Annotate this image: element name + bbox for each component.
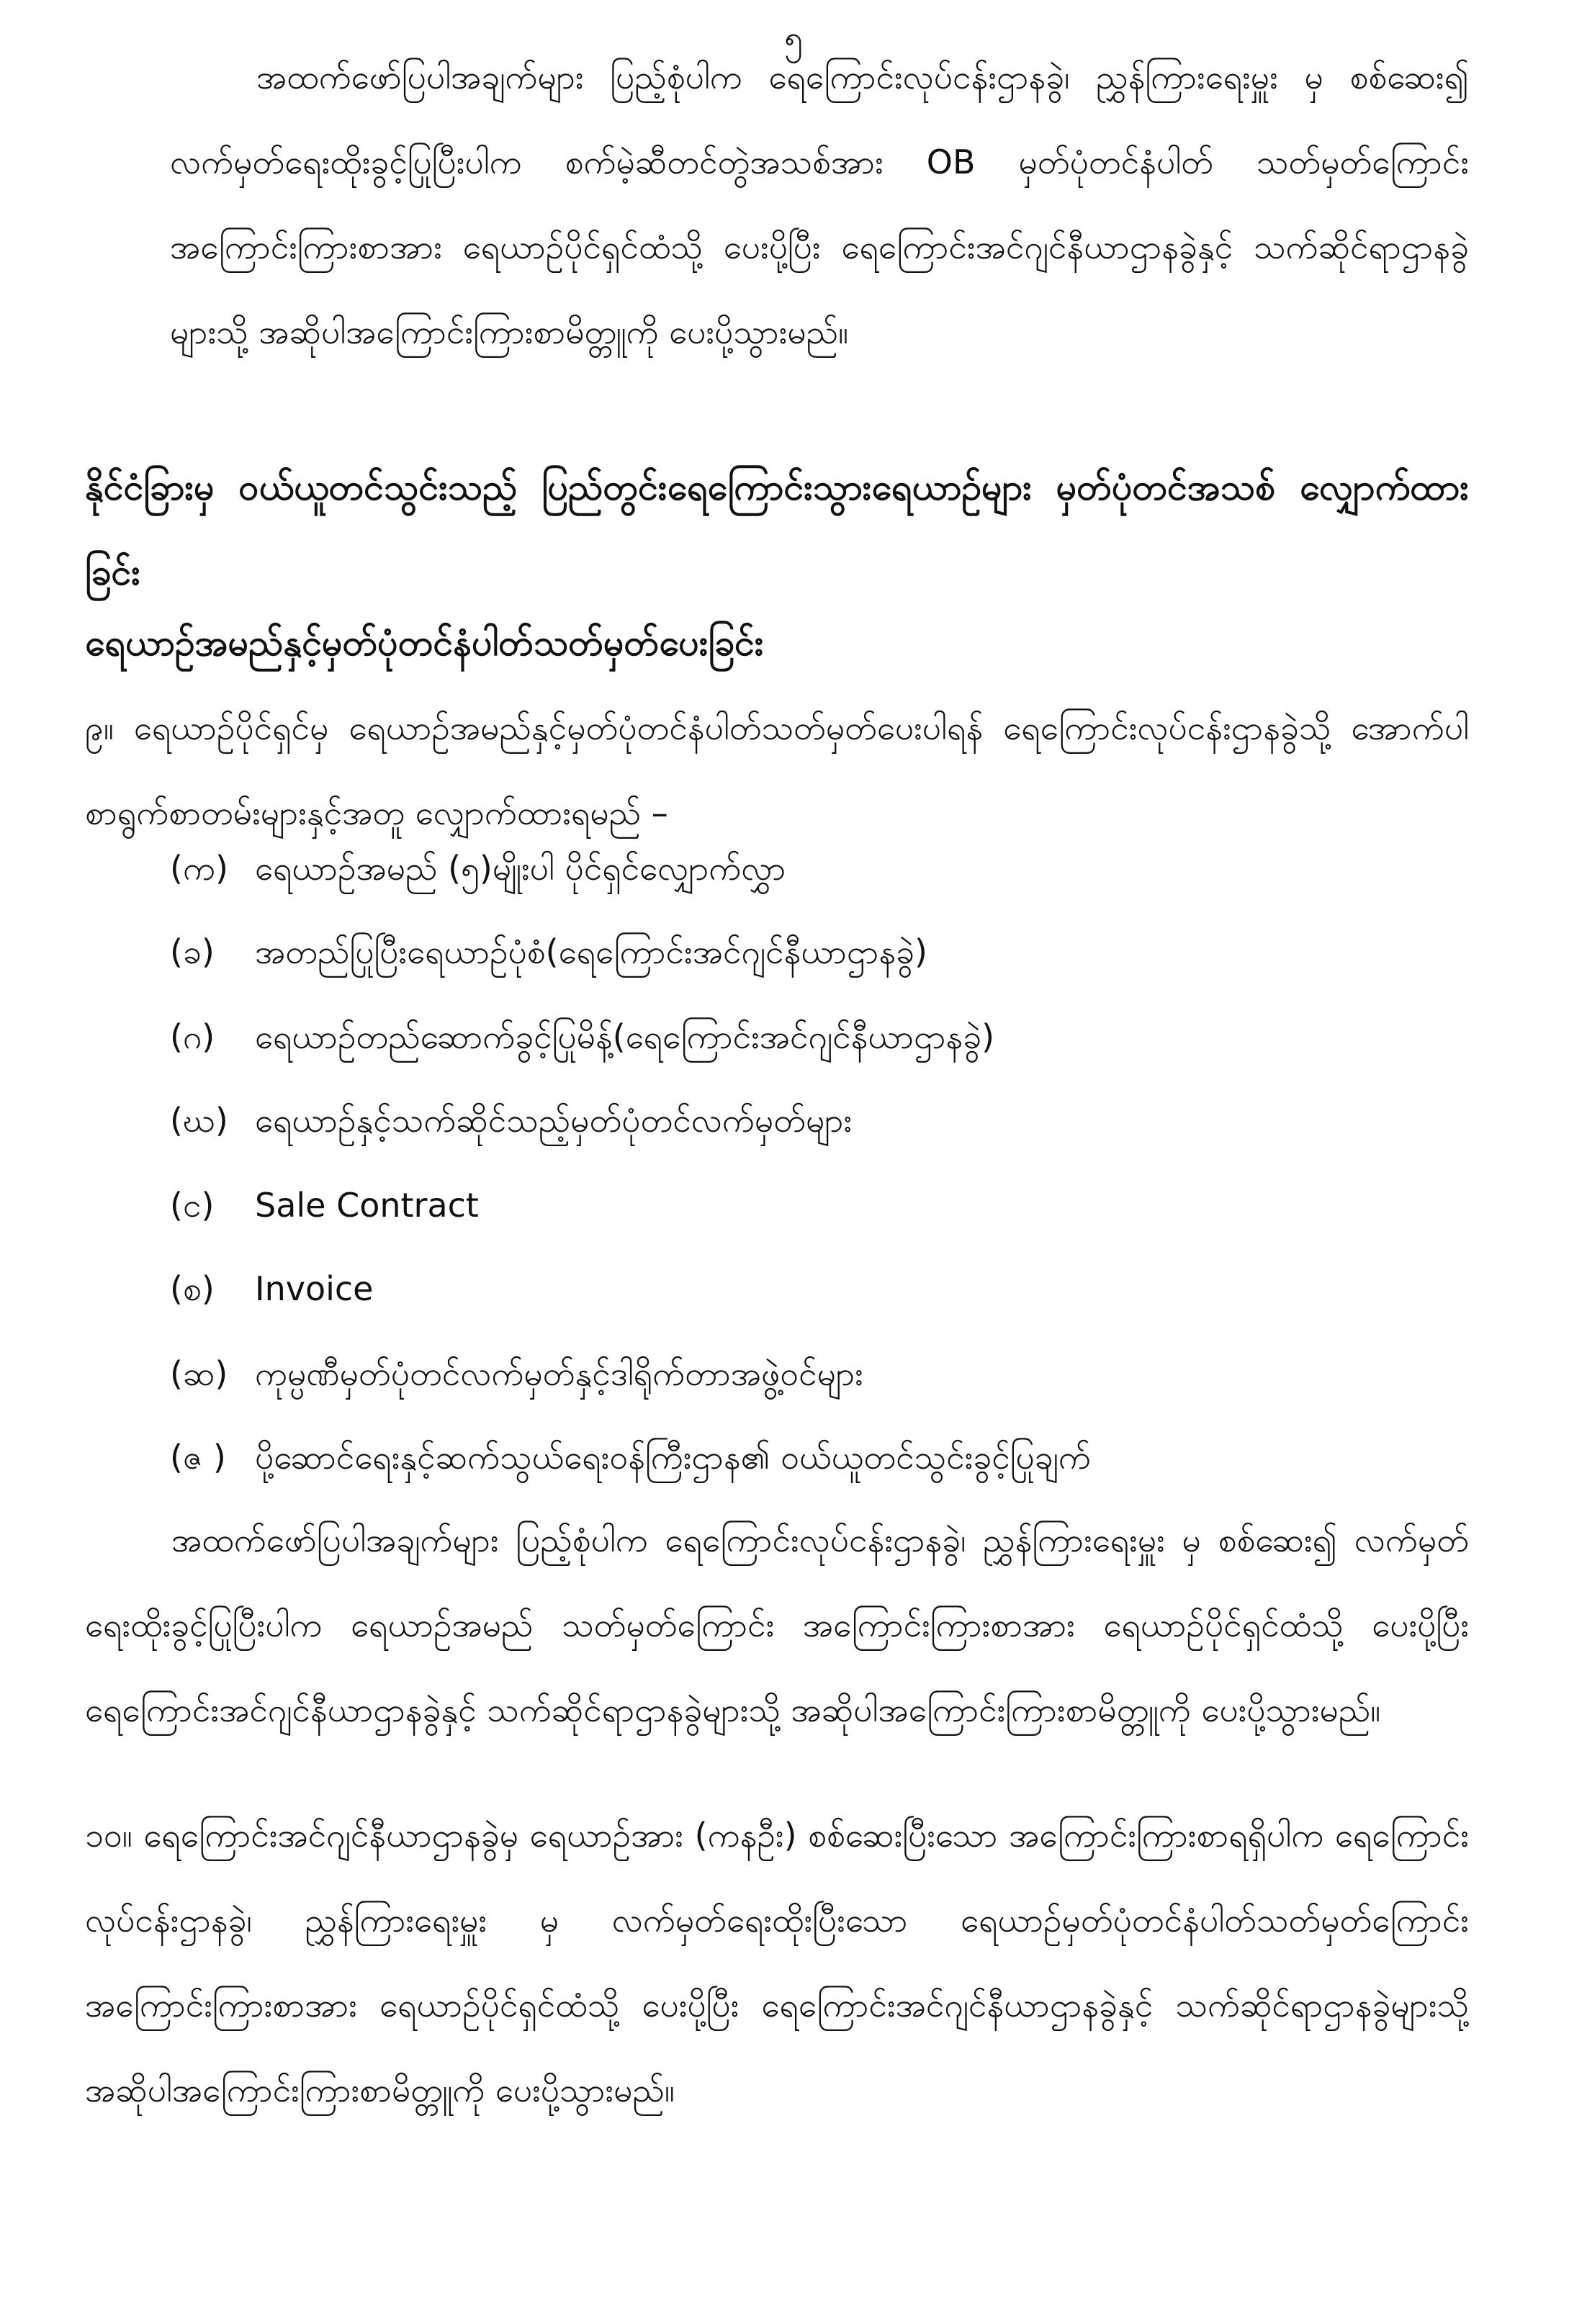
list-item [170,1436,1469,1479]
list-item-text: ကုမ္ပဏီမှတ်ပုံတင်လက်မှတ်နှင့်ဒါရိုက်တာအဖွဲ့ဝင်များ [255,1354,863,1393]
subsection-heading: ရေယာဉ်အမည်နှင့်မှတ်ပုံတင်နံပါတ်သတ်မှတ်ပေးခြင်း [85,622,764,664]
list-item-text: Invoice [255,1269,374,1308]
list-marker: (စ) [170,1269,215,1308]
list-marker: (ခ) [170,932,215,971]
list-item-text: အတည်ပြုပြီးရေယာဉ်ပုံစံ(ရေကြောင်းအင်ဂျင်နီယာဌာနခွဲ) [255,932,927,971]
section-heading: နိုင်ငံခြားမှ ဝယ်ယူတင်သွင်းသည့် ပြည်တွင်းရေကြောင်းသွားရေယာဉ်များ မှတ်ပုံတင်အသစ် လျှောက်ထားခြင်း [85,467,1469,593]
paragraph-10: ၁၀။ ရေကြောင်းအင်ဂျင်နီယာဌာနခွဲမှ ရေယာဉ်အား (ကနဦး) စစ်ဆေးပြီးသော အကြောင်းကြားစာရရှိပါက ရေကြောင်းလုပ်ငန်းဌာနခွဲ၊ ညွှန်ကြားရေးမှူး မှ လက်မှတ်ရေးထိုးပြီးသော ရေယာဉ်မှတ်ပုံတင်နံပါတ်သတ်မှတ်ကြောင်း အကြောင်းကြားစာအား ရေယာဉ်ပိုင်ရှင်ထံသို့ ပေးပို့ပြီး ရေကြောင်းအင်ဂျင်နီယာဌာနခွဲနှင့် သက်ဆိုင်ရာဌာနခွဲများသို့အဆိုပါအကြောင်းကြားစာမိတ္တူကို ပေးပို့သွားမည်။ [85,1816,1469,2109]
page-number: ၅ [784,18,803,57]
list-item [170,1099,1469,1142]
list-marker: (ဆ) [170,1354,228,1393]
list-item [170,1352,1469,1395]
list-marker: (က) [170,849,228,888]
list-marker: (ဇ ) [170,1438,226,1477]
paragraph-9: ၉။ ရေယာဉ်ပိုင်ရှင်မှ ရေယာဉ်အမည်နှင့်မှတ်ပုံတင်နံပါတ်သတ်မှတ်ပေးပါရန် ရေကြောင်းလုပ်ငန်းဌာနခွဲသို့ အောက်ပါစာရွက်စာတမ်းများနှင့်အတူ လျှောက်ထားရမည် – [85,708,1469,832]
list-marker: (ဃ) [170,1101,228,1140]
list-item-text: Sale Contract [255,1186,479,1225]
list-item [170,1184,1469,1227]
list-item-text: ရေယာဉ်အမည် (၅)မျိုးပါ ပိုင်ရှင်လျှောက်လွှာ [255,849,786,888]
list-item [170,930,1469,973]
list-item [170,1015,1469,1058]
list-item [170,1267,1469,1310]
list-item-text: ပို့ဆောင်ရေးနှင့်ဆက်သွယ်ရေးဝန်ကြီးဌာန၏ ဝယ်ယူတင်သွင်းခွင့်ပြုချက် [255,1438,1091,1477]
paragraph-after-list: အထက်ဖော်ပြပါအချက်များ ပြည့်စုံပါက ရေကြောင်းလုပ်ငန်းဌာနခွဲ၊ ညွှန်ကြားရေးမှူး မှ စစ်ဆေး၍ လက်မှတ်ရေးထိုးခွင့်ပြုပြီးပါက ရေယာဉ်အမည် သတ်မှတ်ကြောင်း အကြောင်းကြားစာအား ရေယာဉ်ပိုင်ရှင်ထံသို့ ပေးပို့ပြီး ရေကြောင်းအင်ဂျင်နီယာဌာနခွဲနှင့် သက်ဆိုင်ရာဌာနခွဲများသို့ အဆိုပါအကြောင်းကြားစာမိတ္တူကို ပေးပို့သွားမည်။ [85,1521,1469,1729]
list-item-text: ရေယာဉ်နှင့်သက်ဆိုင်သည့်မှတ်ပုံတင်လက်မှတ်များ [255,1101,853,1140]
list-marker: (ဂ) [170,1017,215,1056]
list-marker: (င) [170,1186,215,1225]
list-item-text: ရေယာဉ်တည်ဆောက်ခွင့်ပြုမိန့်(ရေကြောင်းအင်ဂျင်နီယာဌာနခွဲ) [255,1017,995,1056]
intro-paragraph: အထက်ဖော်ပြပါအချက်များ ပြည့်စုံပါက ရေကြောင်းလုပ်ငန်းဌာနခွဲ၊ ညွှန်ကြားရေးမှူး မှ စစ်ဆေး၍ လက်မှတ်ရေးထိုးခွင့်ပြုပြီးပါက စက်မဲ့ဆီတင်တွဲအသစ်အား OB မှတ်ပုံတင်နံပါတ် သတ်မှတ်ကြောင်း အကြောင်းကြားစာအား ရေယာဉ်ပိုင်ရှင်ထံသို့ ပေးပို့ပြီး ရေကြောင်းအင်ဂျင်နီယာဌာနခွဲနှင့် သက်ဆိုင်ရာဌာနခွဲများသို့ အဆိုပါအကြောင်းကြားစာမိတ္တူကို ပေးပို့သွားမည်။ [170,58,1469,351]
list-item [170,847,1469,890]
